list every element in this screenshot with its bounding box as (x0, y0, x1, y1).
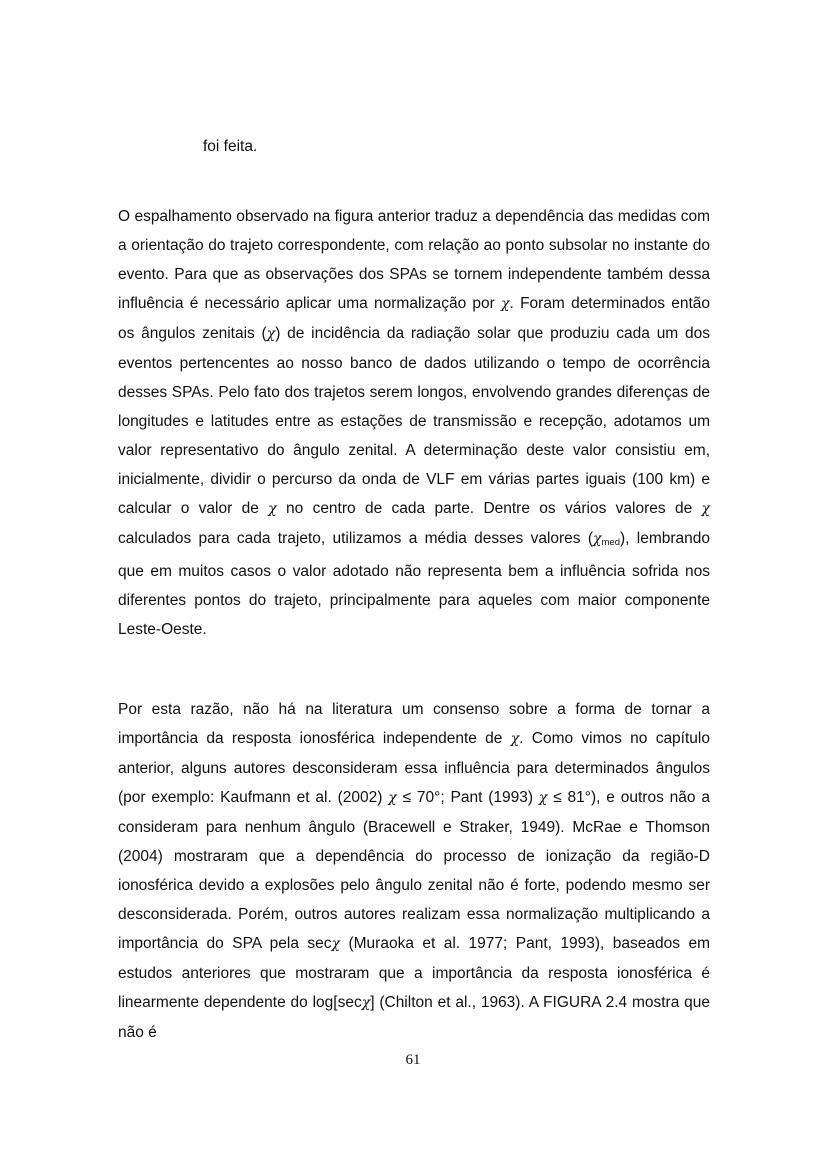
p2-text-3: ≤ 70°; Pant (1993) (396, 788, 539, 806)
p1-text-2: . Foram determinados então os ângulos zenitais ( (118, 294, 710, 342)
p2-text-1: Por esta razão, não há na literatura um consenso sobre a forma de tornar a importância da resposta ionosférica independente de (118, 700, 710, 747)
p2-text-4: ≤ 81°), e outros não a consideram para nenhum ângulo (Bracewell e Straker, 1949). McRae e Thomson (2004) mostraram que a dependência do processo de ionização da região-D ionosférica devido a explosões pelo ângulo zenital não é forte, podendo mesmo ser desconsiderada. Porém, outros autores realizam essa normalização multiplicando a importância do SPA pela sec (118, 788, 710, 952)
p2-text-5: (Muraoka et al. 1977; Pant, 1993), baseados em estudos anteriores que mostraram que a importância da resposta ionosférica é linearmente dependente do log[sec (118, 934, 710, 1011)
continuation-fragment: foi feita. (203, 138, 258, 155)
p1-text-3: ) de incidência da radiação solar que produziu cada um dos eventos pertencentes ao nosso banco de dados utilizando o tempo de ocorrência desses SPAs. Pelo fato dos trajetos serem longos, envolvendo grandes diferenças de longitudes e latitudes entre as estações de transmissão e recepção, adotamos um valor representativo do ângulo zenital. A determinação deste valor consistiu em, inicialmente, dividir o percurso da onda de VLF em várias partes iguais (100 km) e calcular o valor de (118, 324, 710, 517)
chi-symbol: χ (266, 325, 276, 342)
chi-symbol: χ (538, 789, 548, 806)
p1-text-5: calculados para cada trajeto, utilizamos a média desses valores ( (118, 529, 594, 547)
page-number: 61 (405, 1052, 421, 1068)
p1-text-1: O espalhamento observado na figura anterior traduz a dependência das medidas com a orientação do trajeto correspondente, com relação ao ponto subsolar no instante do evento. Para que as observações dos SPAs se tornem independente também dessa influência é necessário aplicar uma normalização por (118, 207, 710, 312)
paragraph-normalization (118, 202, 710, 644)
chi-symbol: χ (331, 935, 341, 952)
chi-symbol: χ (593, 530, 602, 547)
chi-symbol: χ (361, 994, 371, 1011)
chi-symbol: χ (701, 500, 711, 517)
p2-text-2: . Como vimos no capítulo anterior, alguns autores desconsideram essa influência para determinados ângulos (por exemplo: Kaufmann et al. (2002) (118, 729, 710, 806)
chi-symbol: χ (268, 500, 277, 517)
chi-med-subscript: med (601, 536, 620, 548)
p2-text-6: ] (Chilton et al., 1963). A FIGURA 2.4 mostra que não é (118, 993, 711, 1041)
chi-symbol: χ (510, 730, 520, 747)
chi-symbol: χ (501, 295, 510, 312)
p1-text-6: ), lembrando que em muitos casos o valor adotado não representa bem a influência sofrida nos diferentes pontos do trajeto, principalmente para aqueles com maior componente Leste-Oeste. (118, 529, 710, 638)
p1-text-4: no centro de cada parte. Dentre os vários valores de (276, 499, 702, 517)
chi-symbol: χ (388, 789, 397, 806)
paragraph-literature (118, 695, 710, 1047)
